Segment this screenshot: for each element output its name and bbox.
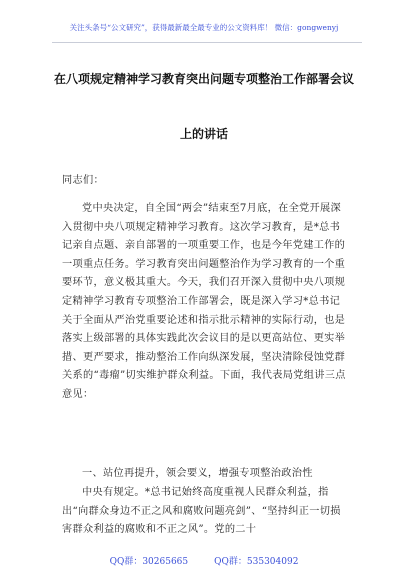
footer-qq-group-1: QQ群：30265665 <box>109 557 189 567</box>
footer-qq-group-2: QQ群：535304092 <box>214 557 299 567</box>
body-paragraph-1: 党中央决定，自全国“两会”结束至7月底，在全党开展深入贯彻中央八项规定精神学习教育。这次学习教育，是*总书记亲自点题、亲自部署的一项重要工作，也是今年党建工作的一项重点任务。学习教育突出问题整治作为学习教育的一个重要环节，意义极其重大。今天，我们召开深入贯彻中央八项规定精神学习教育专项整治工作部署会，既是深入学习*总书记关于全面从严治党重要论述和指示批示精神的实际行动，也是落实上级部署的具体实践此次会议目的是以更高站位、更实举措、更严要求，推动整治工作向纵深发展，坚决清除侵蚀党群关系的“毒瘤”切实维护群众利益。下面，我代表局党组讲三点意见： <box>62 203 346 400</box>
salutation: 同志们： <box>62 175 104 186</box>
document-title: 在八项规定精神学习教育突出问题专项整治工作部署会议 <box>53 72 354 86</box>
header-divider <box>52 42 362 43</box>
footer <box>0 554 408 567</box>
section-heading-1: 一、站位再提升，领会要义，增强专项整治政治性 <box>82 468 313 479</box>
body-paragraph-2: 中央有规定。*总书记始终高度重视人民群众利益，指出“向群众身边不正之风和腐败问题亮剑”、“坚持纠正一切损害群众利益的腐败和不正之风”。党的二十 <box>62 487 341 536</box>
header-banner: 关注头条号“公文研究”，获得最新最全最专业的公文资料库！ 微信：gongwenyj <box>69 23 339 32</box>
document-title-line2: 上的讲话 <box>179 127 228 141</box>
